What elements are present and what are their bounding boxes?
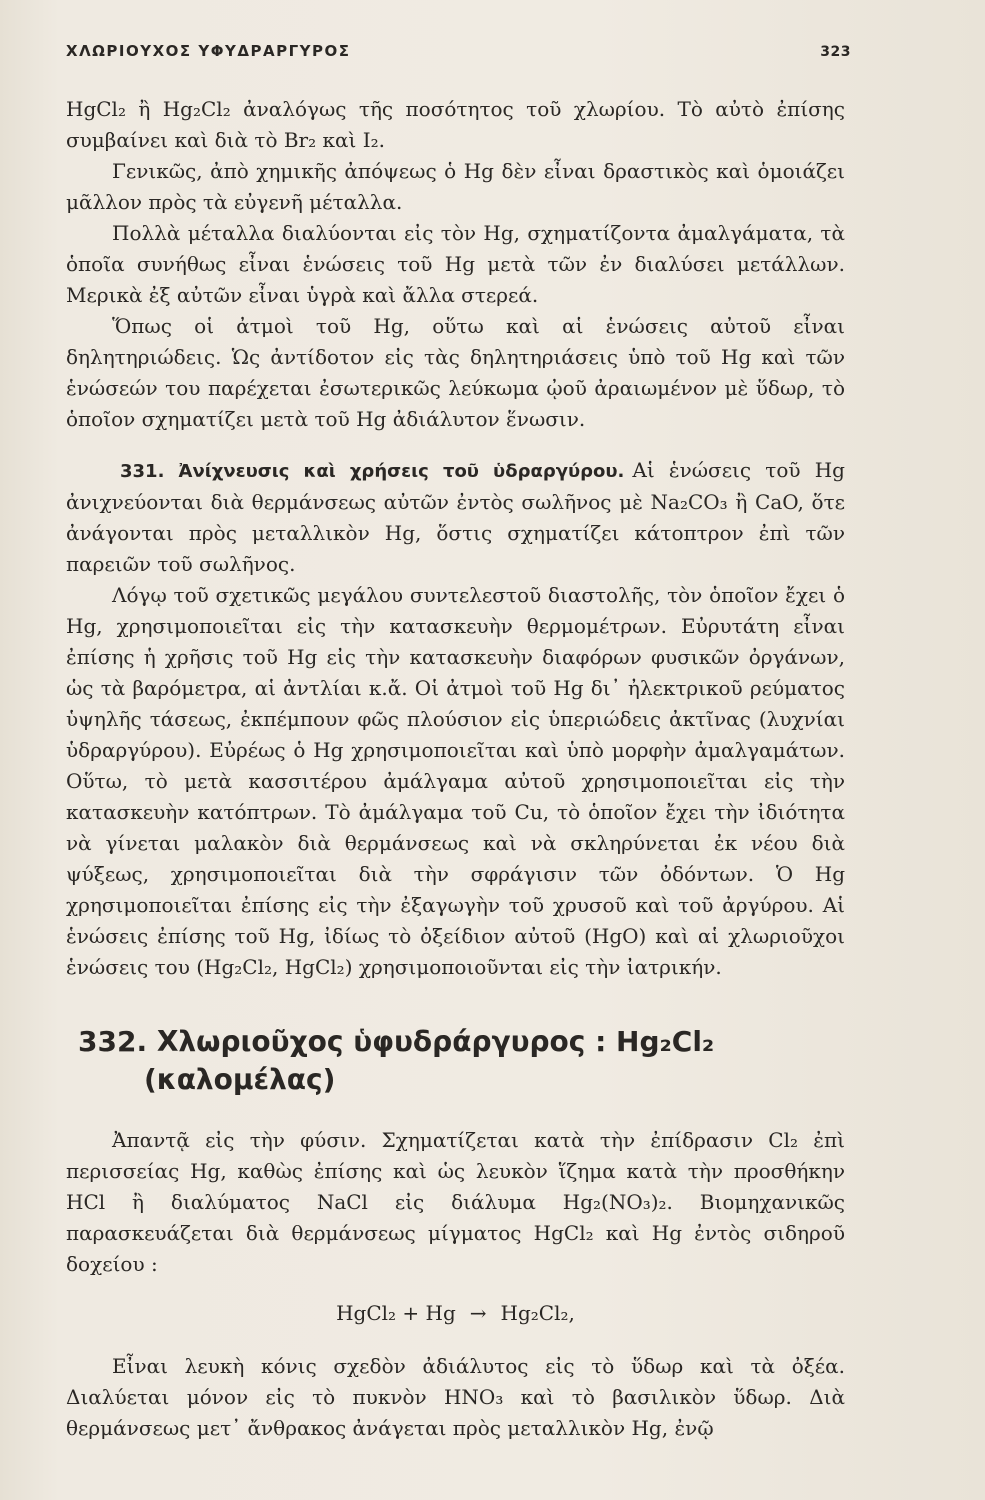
section-332-title: 332. Χλωριοῦχος ὑφυδράργυρος : Hg₂Cl₂ bbox=[78, 1025, 715, 1058]
section-331-paragraph bbox=[66, 455, 845, 580]
paragraph-reactivity: Γενικῶς, ἀπὸ χημικῆς ἀπόψεως ὁ Hg δὲν εἶναι δραστικὸς καὶ ὁμοιάζει μᾶλλον πρὸς τὰ εὐγενῆ μέταλλα. bbox=[66, 159, 845, 214]
equation-products: Hg₂Cl₂, bbox=[500, 1301, 575, 1325]
section-332-heading bbox=[78, 1023, 845, 1099]
equation-reactants: HgCl₂ + Hg bbox=[336, 1301, 456, 1325]
paragraph-amalgams: Πολλὰ μέταλλα διαλύονται εἰς τὸν Hg, σχηματίζοντα ἀμαλγάματα, τὰ ὁποῖα συνήθως εἶναι ἑνώσεις τοῦ Hg μετὰ τῶν ἐν διαλύσει μετάλλων. Μερικὰ ἐξ αὐτῶν εἶναι ὑγρὰ καὶ ἄλλα στερεά. bbox=[66, 221, 845, 307]
paragraph-calomel-properties: Εἶναι λευκὴ κόνις σχεδὸν ἀδιάλυτος εἰς τὸ ὕδωρ καὶ τὰ ὀξέα. Διαλύεται μόνον εἰς τὸ πυκνὸν HNO₃ καὶ τὸ βασιλικὸν ὕδωρ. Διὰ θερμάνσεως μετ᾽ ἄνθρακος ἀνάγεται πρὸς μεταλλικὸν Hg, ἐνῷ bbox=[66, 1354, 845, 1440]
paragraph-uses: Λόγῳ τοῦ σχετικῶς μεγάλου συντελεστοῦ διαστολῆς, τὸν ὁποῖον ἔχει ὁ Hg, χρησιμοποιεῖται εἰς τὴν κατασκευὴν θερμομέτρων. Εὐρυτάτη εἶναι ἐπίσης ἡ χρῆσις τοῦ Hg εἰς τὴν κατασκευὴν διαφόρων φυσικῶν ὀργάνων, ὡς τὰ βαρόμετρα, αἱ ἀντλίαι κ.ἄ. Οἱ ἀτμοὶ τοῦ Hg δι᾽ ἠλεκτρικοῦ ρεύματος ὑψηλῆς τάσεως, ἐκπέμπουν φῶς πλούσιον εἰς ὑπεριώδεις ἀκτῖνας (λυχνίαι ὑδραργύρου). Εὐρέως ὁ Hg χρησιμοποιεῖται καὶ ὑπὸ μορφὴν ἀμαλγαμάτων. Οὕτω, τὸ μετὰ κασσιτέρου ἀμάλγαμα αὐτοῦ χρησιμοποιεῖται εἰς τὴν κατασκευὴν κατόπτρων. Τὸ ἀμάλγαμα τοῦ Cu, τὸ ὁποῖον ἔχει τὴν ἰδιότητα νὰ γίνεται μαλακὸν διὰ θερμάνσεως καὶ νὰ σκληρύνεται ἐκ νέου διὰ ψύξεως, χρησιμοποιεῖται διὰ τὴν σφράγισιν τῶν ὀδόντων. Ὁ Hg χρησιμοποιεῖται ἐπίσης εἰς τὴν ἐξαγωγὴν τοῦ χρυσοῦ καὶ τοῦ ἀργύρου. Αἱ ἑνώσεις ἐπίσης τοῦ Hg, ἰδίως τὸ ὀξείδιον αὐτοῦ (HgO) καὶ αἱ χλωριοῦχοι ἑνώσεις του (Hg₂Cl₂, HgCl₂) χρησιμοποιοῦνται εἰς τὴν ἰατρικήν. bbox=[66, 583, 845, 979]
running-head bbox=[66, 42, 851, 60]
page-number: 323 bbox=[820, 44, 851, 60]
paragraph-calomel-preparation: Ἀπαντᾷ εἰς τὴν φύσιν. Σχηματίζεται κατὰ τὴν ἐπίδρασιν Cl₂ ἐπὶ περισσείας Hg, καθὼς ἐπίσης καὶ ὡς λευκὸν ἵζημα κατὰ τὴν προσθήκην HCl ἢ διαλύματος NaCl εἰς διάλυμα Hg₂(NO₃)₂. Βιομηχανικῶς παρασκευάζεται διὰ θερμάνσεως μίγματος HgCl₂ καὶ Hg ἐντὸς σιδηροῦ δοχείου : bbox=[66, 1128, 845, 1276]
section-331-heading: 331. Ἀνίχνευσις καὶ χρήσεις τοῦ ὑδραργύρου. bbox=[120, 461, 625, 482]
paragraph-toxicity: Ὅπως οἱ ἀτμοὶ τοῦ Hg, οὕτω καὶ αἱ ἑνώσεις αὐτοῦ εἶναι δηλητηριώδεις. Ὡς ἀντίδοτον εἰς τὰς δηλητηριάσεις ὑπὸ τοῦ Hg καὶ τῶν ἑνώσεών του παρέχεται ἐσωτερικῶς λεύκωμα ᾠοῦ ἀραιωμένον μὲ ὕδωρ, τὸ ὁποῖον σχηματίζει μετὰ τοῦ Hg ἀδιάλυτον ἕνωσιν. bbox=[66, 314, 845, 431]
reaction-equation bbox=[66, 1298, 845, 1329]
section-332-subtitle: (καλομέλας) bbox=[144, 1063, 336, 1096]
paragraph-continued: HgCl₂ ἢ Hg₂Cl₂ ἀναλόγως τῆς ποσότητος τοῦ χλωρίου. Τὸ αὐτὸ ἐπίσης συμβαίνει καὶ διὰ τὸ Br₂ καὶ I₂. bbox=[66, 97, 845, 152]
section-331-text: Αἱ ἑνώσεις τοῦ Hg ἀνιχνεύονται διὰ θερμάνσεως αὐτῶν ἐντὸς σωλῆνος μὲ Na₂CO₃ ἢ CaO, ὅτε ἀνάγονται πρὸς μεταλλικὸν Hg, ὅστις σχηματίζει κάτοπτρον ἐπὶ τῶν παρειῶν τοῦ σωλῆνος. bbox=[66, 458, 845, 576]
reaction-arrow-icon: → bbox=[469, 1301, 487, 1325]
running-title: ΧΛΩΡΙΟΥΧΟΣ ΥΦΥΔΡΑΡΓΥΡΟΣ bbox=[66, 42, 351, 60]
